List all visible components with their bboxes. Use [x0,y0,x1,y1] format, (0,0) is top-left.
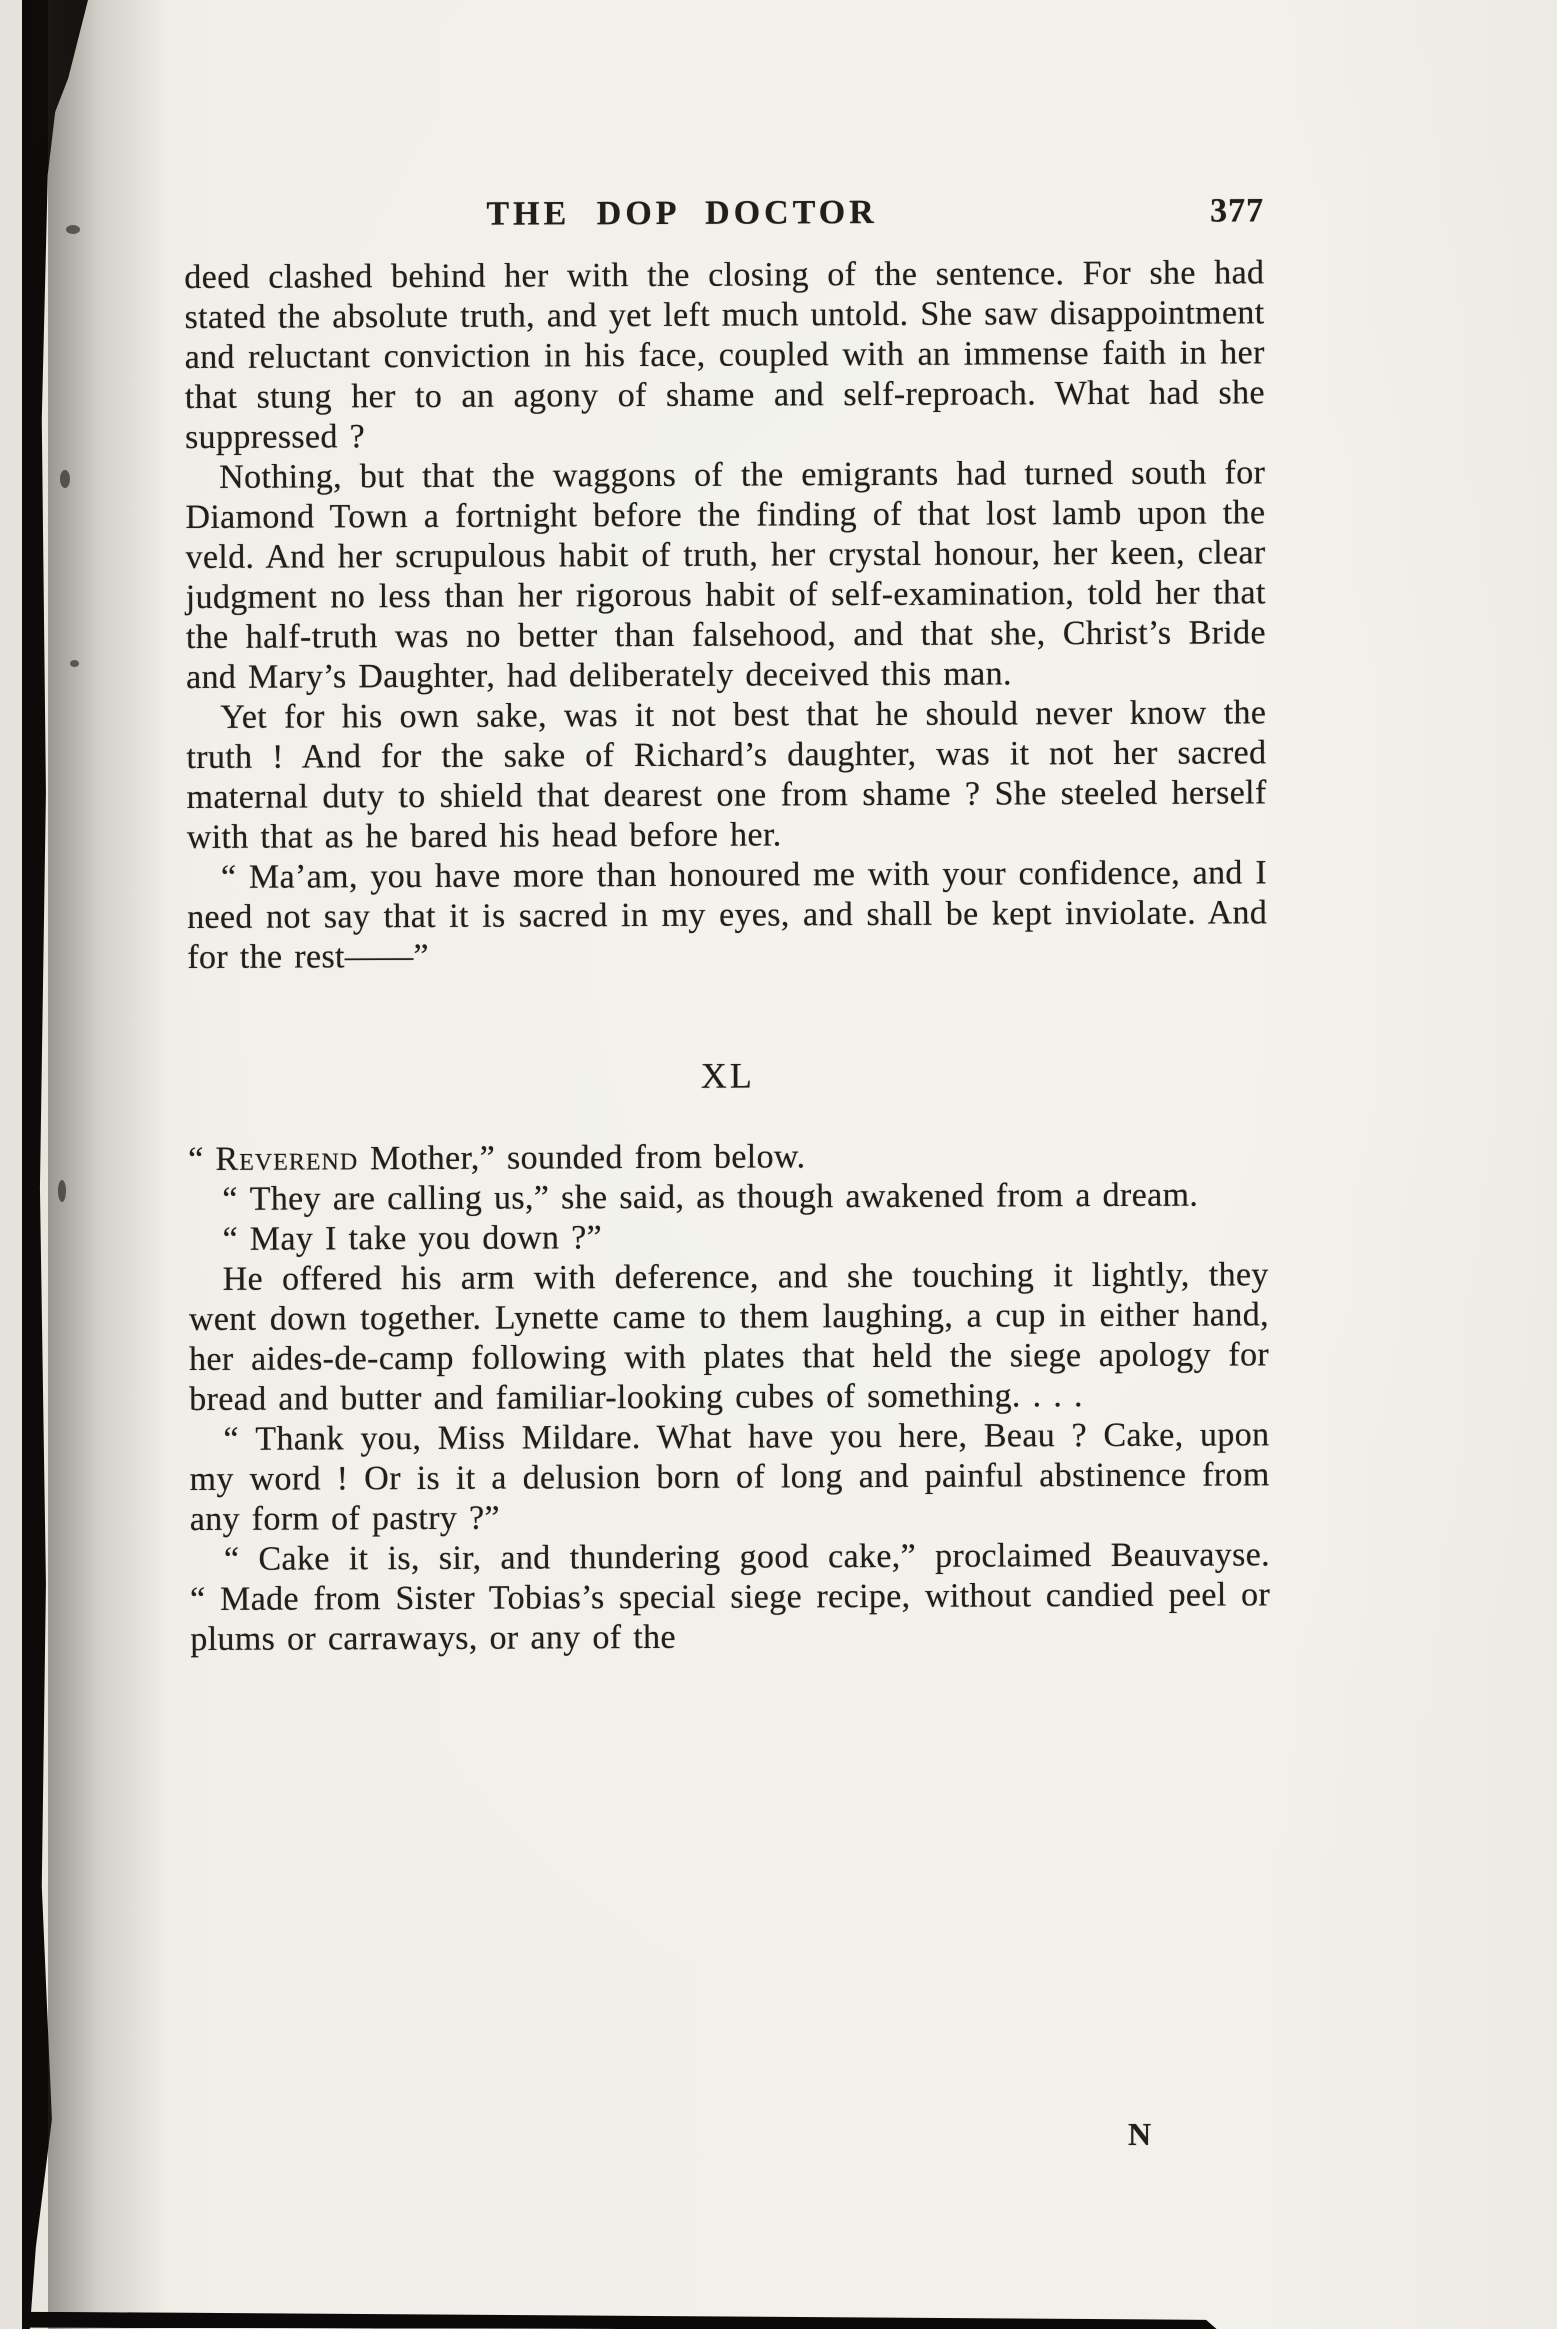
body-paragraph [188,1135,1268,1180]
page-text-block [184,191,1270,1660]
body-paragraph: He offered his arm with deference, and she touching it lightly, they went down together. Lynette came to them laughing, a cup in either hand, her aides-de-camp following with plates that held the siege apology for bread and butter and familiar-looking cubes of something. . . . [188,1256,1270,1418]
body-paragraph: Yet for his own sake, was it not best that he should never know the truth ! And for the sake of Richard’s daughter, was it not her sacred maternal duty to shield that dearest one from shame ? She steeled herself with that as he bared his head before her. [186,694,1267,856]
dialogue-open-quote: “ [188,1140,216,1178]
running-title: THE DOP DOCTOR [486,193,878,233]
body-paragraph: Nothing, but that the waggons of the emigrants had turned south for Diamond Town a fortnight before the finding of that lost lamb upon the veld. And her scrupulous habit of truth, her crystal honour, her keen, clear judgment no less than her rigorous habit of self-examination, told her that the half-truth was no better than falsehood, and that she, Christ’s Bride and Mary’s Daughter, had deliberately deceived this man. [185,454,1266,696]
body-paragraph: “ Ma’am, you have more than honoured me with your confidence, and I need not say that it is sacred in my eyes, and shall be kept inviolate. And for the rest——” [187,854,1268,976]
body-paragraph: “ May I take you down ?” [222,1219,603,1258]
body-paragraph: deed clashed behind her with the closing of the sentence. For she had stated the absolute truth, and yet left much untold. She saw disappointment and reluctant conviction in his face, coupled with an immense faith in her that stung her to an agony of shame and self-reproach. What had she suppressed ? [184,254,1265,456]
scan-artifact [70,660,79,667]
printers-signature-mark: N [1128,2116,1152,2152]
scan-artifact [60,470,70,488]
body-paragraph: “ Thank you, Miss Mildare. What have you here, Beau ? Cake, upon my word ! Or is it a delusion born of long and painful abstinence from any form of pastry ?” [189,1416,1270,1538]
chapter-heading: XL [700,1055,755,1096]
page-curvature-shading [48,0,168,2329]
page-number: 377 [1209,192,1265,230]
scan-artifact [66,225,80,234]
paragraph-text: Mother,” sounded from below. [358,1138,806,1178]
body-paragraph: “ Cake it is, sir, and thundering good cake,” proclaimed Beauvayse. “ Made from Sister Tobias’s special siege recipe, without candied peel or plums or carraways, or any of the [190,1536,1271,1658]
body-paragraph: “ They are calling us,” she said, as though awakened from a dream. [222,1176,1199,1218]
smallcaps-lead-word: Reverend [215,1140,359,1178]
scan-artifact [58,1180,66,1202]
running-header [184,191,1264,236]
page-bottom-shadow [28,2312,1218,2329]
